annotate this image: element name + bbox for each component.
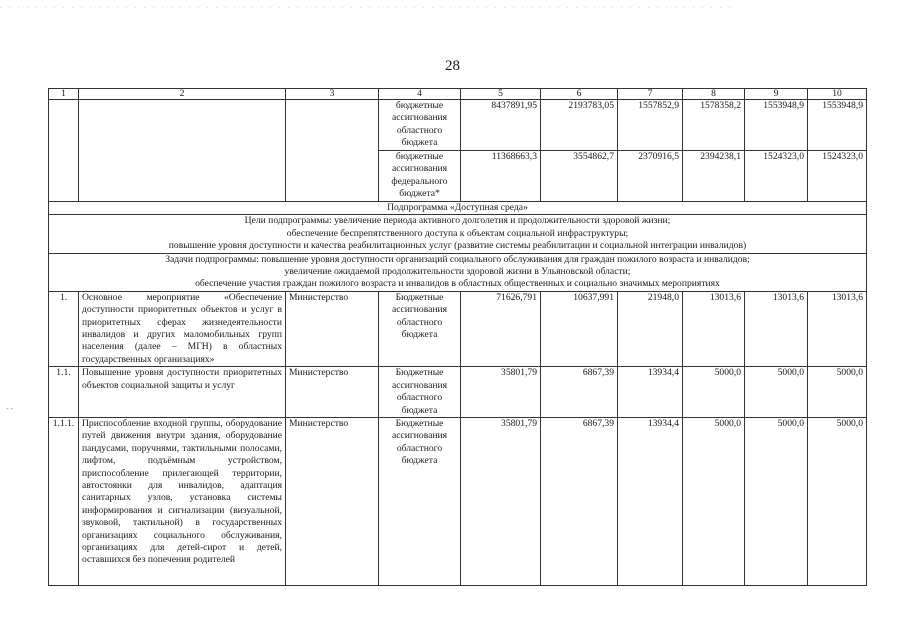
goal-line: повышение уровня доступности и качества реабилитационных услуг (развитие системы реабилитации и социальной интеграции инвалидов) xyxy=(168,240,747,252)
column-header: 9 xyxy=(745,89,808,100)
measure-executor: Министерство xyxy=(286,291,379,366)
scan-noise: . . . . . . . . . . . . . . . . . . . . . . . . . . . . . . . . . . . . . . . . . . . . . . . . . . . . . . . . . . . . . . . . . . . . . . . . . . . . . . . . . . xyxy=(0,4,734,10)
value-cell: 5000,0 xyxy=(745,417,808,585)
value-cell: 13013,6 xyxy=(808,291,867,366)
measure-name: Повышение уровня доступности приоритетных объектов социальной защиты и услуг xyxy=(79,367,286,418)
scan-mark: - - xyxy=(6,404,14,413)
value-cell: 1524323,0 xyxy=(745,151,808,202)
value-cell: 71626,791 xyxy=(461,291,541,366)
subprogram-tasks xyxy=(49,253,867,291)
funding-source: Бюджетные ассигнования областного бюджета xyxy=(379,417,461,585)
empty-cell xyxy=(49,100,79,202)
measure-executor: Министерство xyxy=(286,417,379,585)
measure-number: 1.1. xyxy=(49,367,79,418)
task-line: увеличение ожидаемой продолжительности здоровой жизни в Ульяновской области; xyxy=(284,266,631,278)
value-cell: 1524323,0 xyxy=(808,151,867,202)
empty-cell xyxy=(79,100,286,202)
goals-row xyxy=(49,215,867,253)
subprogram-title-row xyxy=(49,202,867,215)
value-cell: 1557852,9 xyxy=(618,100,683,151)
task-line: Задачи подпрограммы: повышение уровня доступности организаций социального обслуживания для граждан пожилого возраста и инвалидов; xyxy=(165,253,750,265)
value-cell: 6867,39 xyxy=(541,367,618,418)
value-cell: 6867,39 xyxy=(541,417,618,585)
column-header: 2 xyxy=(79,89,286,100)
value-cell: 5000,0 xyxy=(683,417,745,585)
empty-cell xyxy=(286,100,379,202)
value-cell: 1553948,9 xyxy=(808,100,867,151)
value-cell: 35801,79 xyxy=(461,367,541,418)
measure-name: Приспособление входной группы, оборудование путей движения внутри здания, оборудование пандусами, поручнями, тактильными полосами, лифтом, подъёмным устройством, приспособление прилегающей территории, автостоянки для инвалидов, адаптация санитарных узлов, установка системы информирования и сигнализации (визуальной, звуковой, тактильной) в государственных организациях социального обслуживания, организациях для детей-сирот и детей, оставшихся без попечения родителей xyxy=(79,417,286,585)
value-cell: 13934,4 xyxy=(618,367,683,418)
column-header: 8 xyxy=(683,89,745,100)
funding-source: бюджетные ассигнования областного бюджета xyxy=(379,100,461,151)
subprogram-goals xyxy=(49,215,867,253)
column-header: 10 xyxy=(808,89,867,100)
column-header: 1 xyxy=(49,89,79,100)
goal-line: обеспечение беспрепятственного доступа к объектам социальной инфраструктуры; xyxy=(286,227,629,239)
measure-number: 1. xyxy=(49,291,79,366)
table-row xyxy=(49,417,867,585)
table-row xyxy=(49,100,867,151)
measure-executor: Министерство xyxy=(286,367,379,418)
value-cell: 5000,0 xyxy=(683,367,745,418)
column-header: 6 xyxy=(541,89,618,100)
measure-name: Основное мероприятие «Обеспечение доступности приоритетных объектов и услуг в приоритетных сферах жизнедеятельности инвалидов и других маломобильных групп населения (далее – МГН) в областных государственных организациях» xyxy=(79,291,286,366)
value-cell: 10637,991 xyxy=(541,291,618,366)
value-cell: 5000,0 xyxy=(808,367,867,418)
value-cell: 8437891,95 xyxy=(461,100,541,151)
value-cell: 3554862,7 xyxy=(541,151,618,202)
value-cell: 2193783,05 xyxy=(541,100,618,151)
funding-source: Бюджетные ассигнования областного бюджета xyxy=(379,367,461,418)
funding-source: бюджетные ассигнования федерального бюджета* xyxy=(379,151,461,202)
table-row xyxy=(49,291,867,366)
value-cell: 5000,0 xyxy=(745,367,808,418)
value-cell: 5000,0 xyxy=(808,417,867,585)
value-cell: 35801,79 xyxy=(461,417,541,585)
value-cell: 2370916,5 xyxy=(618,151,683,202)
column-header: 5 xyxy=(461,89,541,100)
column-header: 3 xyxy=(286,89,379,100)
funding-source: Бюджетные ассигнования областного бюджета xyxy=(379,291,461,366)
page-number: 28 xyxy=(445,58,460,74)
column-header: 4 xyxy=(379,89,461,100)
tasks-row xyxy=(49,253,867,291)
column-header: 7 xyxy=(618,89,683,100)
value-cell: 1553948,9 xyxy=(745,100,808,151)
value-cell: 21948,0 xyxy=(618,291,683,366)
goal-line: Цели подпрограммы: увеличение периода активного долголетия и продолжительности здоровой жизни; xyxy=(244,215,671,227)
value-cell: 11368663,3 xyxy=(461,151,541,202)
value-cell: 13013,6 xyxy=(745,291,808,366)
subprogram-title: Подпрограмма «Доступная среда» xyxy=(49,202,867,215)
measure-number: 1.1.1. xyxy=(49,417,79,585)
value-cell: 13934,4 xyxy=(618,417,683,585)
value-cell: 1578358,2 xyxy=(683,100,745,151)
value-cell: 13013,6 xyxy=(683,291,745,366)
table-row xyxy=(49,367,867,418)
value-cell: 2394238,1 xyxy=(683,151,745,202)
task-line: обеспечение участия граждан пожилого возраста и инвалидов в областных общественных и социально значимых мероприятиях xyxy=(195,278,720,290)
column-number-row xyxy=(49,89,867,100)
budget-table xyxy=(48,88,867,586)
